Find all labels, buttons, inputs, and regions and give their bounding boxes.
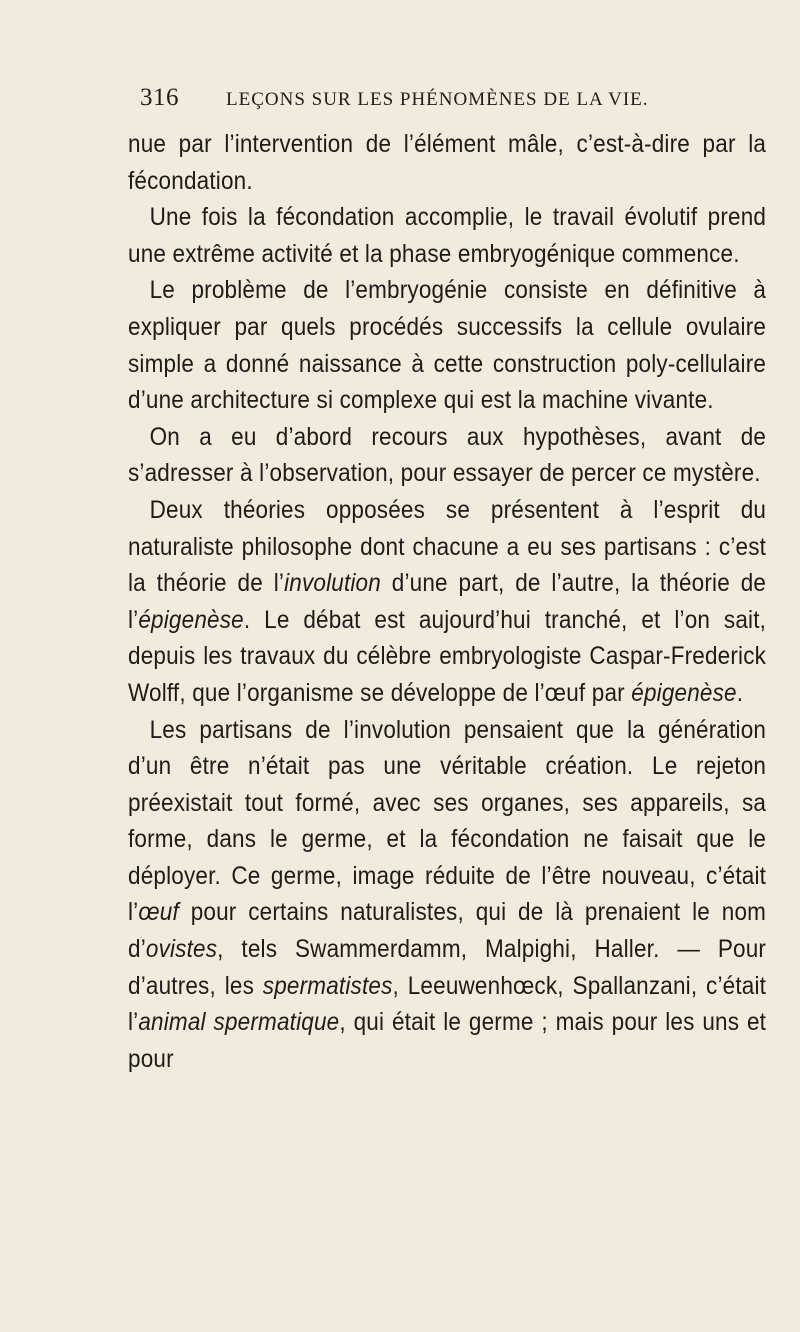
running-head [140,84,766,112]
italic-text: œuf [138,898,179,927]
italic-text: épigenèse [631,678,737,707]
paragraph [128,272,766,418]
body-text [128,126,766,1077]
italic-text: animal spermatique [138,1008,340,1037]
text-segment: nue par l’intervention de l’élément mâle, c’est-à-dire par la fécondation. [128,130,767,195]
paragraph [128,419,766,492]
text-segment: , qui était le germe ; mais pour les uns et pour [128,1008,767,1073]
italic-text: involution [284,569,381,598]
text-segment: Les partisans de l’involution pensaient que la génération d’un être n’était pas une véritable création. Le rejeton préexistait tout formé, avec ses organes, ses appareils, sa forme, dans le germe, et la fécondation ne faisait que le déployer. Ce germe, image réduite de l’être nouveau, c’était l’ [128,715,767,927]
paragraph [128,126,766,199]
italic-text: épigenèse [138,605,244,634]
text-segment: . Le débat est aujourd’hui tranché, et l’on sait, depuis les travaux du célèbre embryologiste Caspar-Frederick Wolff, que l’organisme se développe de l’œuf par [128,605,767,707]
text-segment: . [736,678,744,707]
text-segment: On a eu d’abord recours aux hypothèses, avant de s’adresser à l’observation, pour essayer de percer ce mystère. [128,422,767,488]
text-segment: Une fois la fécondation accomplie, le travail évolutif prend une extrême activité et la phase embryogénique commence. [128,203,767,268]
running-title: LEÇONS SUR LES PHÉNOMÈNES DE LA VIE. [226,89,649,110]
italic-text: spermatistes [262,971,393,1000]
italic-text: ovistes [145,935,218,964]
text-segment: , tels Swammerdamm, Malpighi, Haller. — Pour d’autres, les [128,935,767,1000]
text-segment: pour certains naturalistes, qui de là prenaient le nom d’ [128,898,767,964]
text-segment: Le problème de l’embryogénie consiste en définitive à expliquer par quels procédés successifs la cellule ovulaire simple a donné naissance à cette construction poly-cellulaire d’une architecture si complexe qui est la machine vivante. [128,276,767,415]
text-segment: Deux théories opposées se présentent à l’esprit du naturaliste philosophe dont chacune a eu ses partisans : c’est la théorie de l’ [128,495,767,598]
paragraph [128,492,766,712]
page-number: 316 [140,84,179,111]
text-segment: d’une part, de l’autre, la théorie de l’ [128,569,767,634]
text-segment: , Leeuwenhœck, Spallanzani, c’était l’ [128,971,767,1037]
paragraph [128,199,766,272]
paragraph [128,712,766,1078]
